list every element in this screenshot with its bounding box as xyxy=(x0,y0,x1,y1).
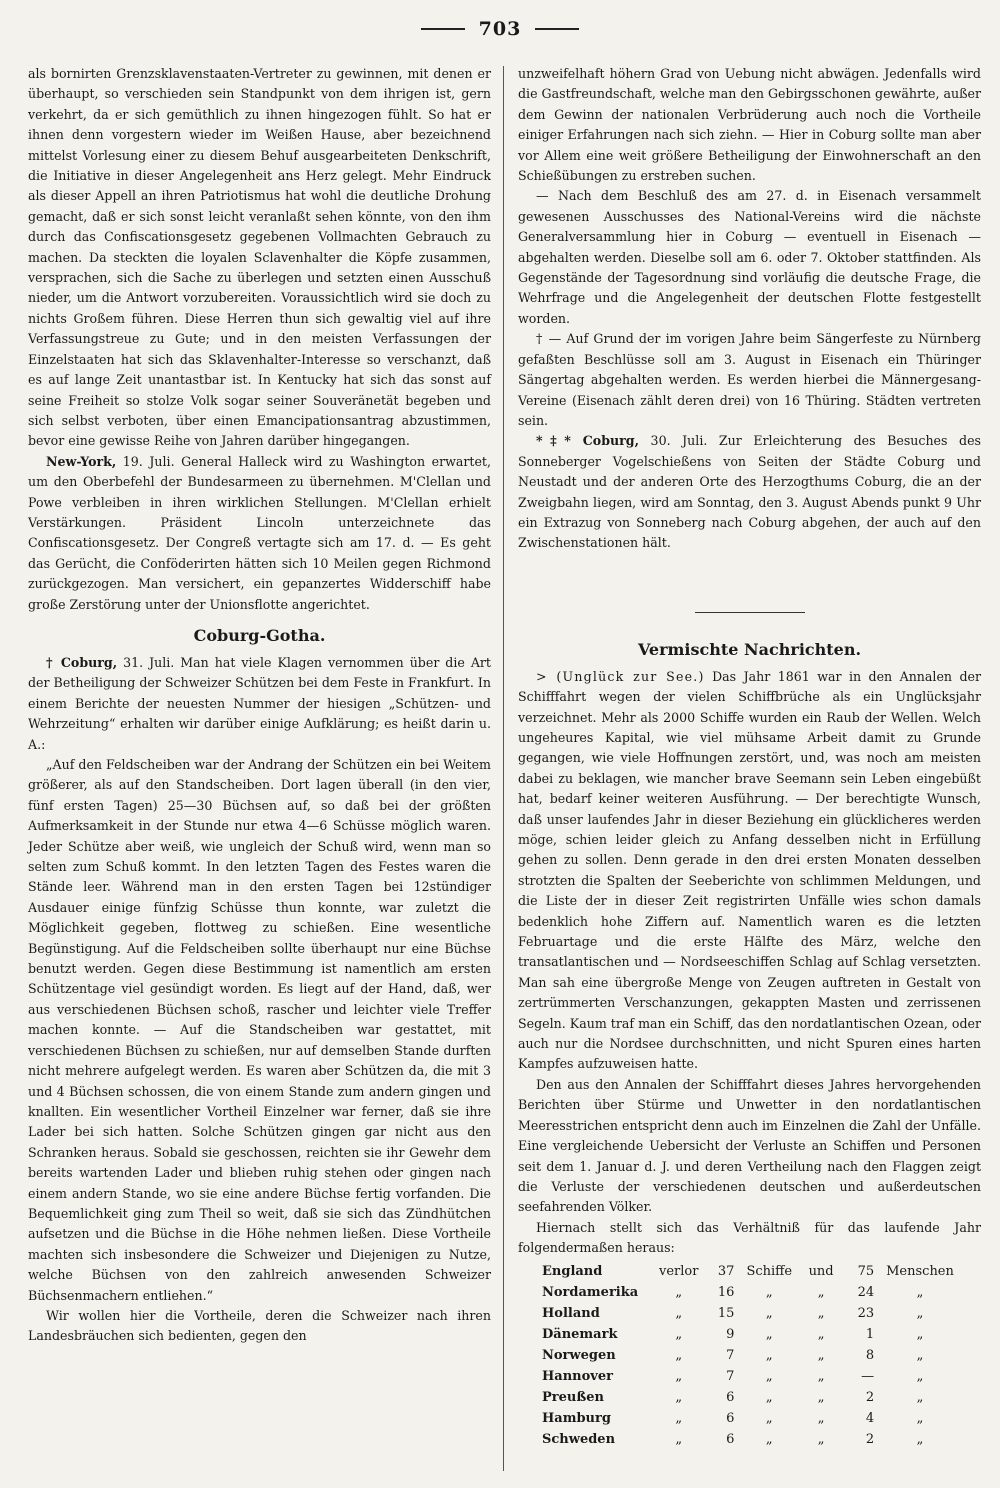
news-item-coburg-extrazug xyxy=(518,431,981,553)
table-cell-c5: „ xyxy=(817,1431,825,1447)
table-row xyxy=(536,1303,960,1324)
table-cell-country: Hamburg xyxy=(542,1410,611,1426)
table-row xyxy=(536,1387,960,1408)
table-cell-c5: „ xyxy=(817,1347,825,1363)
right-column xyxy=(518,64,981,1450)
section-title-coburg-gotha: Coburg-Gotha. xyxy=(193,625,326,645)
table-cell-c4: „ xyxy=(765,1326,773,1342)
table-cell-c4: „ xyxy=(765,1431,773,1447)
table-cell-c2: „ xyxy=(675,1389,683,1405)
table-cell-ships: 6 xyxy=(726,1389,735,1405)
table-cell-c5: „ xyxy=(817,1284,825,1300)
table-cell-country: England xyxy=(542,1263,603,1279)
news-item-new-york xyxy=(28,452,491,615)
table-row xyxy=(536,1408,960,1429)
table-cell-c5: und xyxy=(808,1263,834,1279)
column-divider xyxy=(503,66,504,1471)
ship-loss-table xyxy=(536,1261,960,1450)
table-cell-ships: 6 xyxy=(726,1431,735,1447)
news-text: 30. Juli. Zur Erleichterung des Besuches des Sonneberger Vogelschießens von Seiten der Städte Coburg und Neustadt und der anderen Orte des Herzogthums Coburg, die an der Zweigbahn liegen, wird am Sonntag, den 3. August Abends punkt 9 Uhr ein Extrazug von Sonneberg nach Coburg abgehen, der auch auf den Zwischenstationen hält. xyxy=(518,433,981,551)
table-cell-c2: „ xyxy=(675,1431,683,1447)
table-row xyxy=(536,1429,960,1450)
table-cell-c2: „ xyxy=(675,1284,683,1300)
table-cell-c7: Menschen xyxy=(886,1263,954,1279)
section-title-vermischte-nachrichten: Vermischte Nachrichten. xyxy=(637,639,862,659)
header-rule-right xyxy=(535,28,579,30)
article-paragraph: Wir wollen hier die Vortheile, deren die Schweizer nach ihren Landesbräuchen sich bedienten, gegen den xyxy=(28,1307,491,1344)
news-text: 31. Juli. Man hat viele Klagen vernommen über die Art der Betheiligung der Schweizer Schützen bei dem Feste in Frankfurt. In einem Berichte der neuesten Nummer der hiesigen „Schützen- und Wehrzeitung“ erhalten wir darüber einige Aufklärung; es heißt darin u. A.: xyxy=(28,654,491,752)
dateline: New-York, xyxy=(46,453,117,469)
ship-loss-table-body xyxy=(536,1261,960,1450)
table-cell-c7: „ xyxy=(916,1410,924,1426)
left-column xyxy=(28,64,491,1347)
table-cell-men: 2 xyxy=(865,1431,875,1447)
table-cell-men: 23 xyxy=(857,1305,875,1321)
table-cell-country: Nordamerika xyxy=(542,1284,639,1300)
table-cell-c2: verlor xyxy=(659,1263,699,1279)
table-cell-c2: „ xyxy=(675,1347,683,1363)
table-cell-c4: Schiffe xyxy=(746,1263,793,1279)
article-paragraph: als bornirten Grenzsklavenstaaten-Vertreter zu gewinnen, mit denen er überhaupt, so verschieden sein Standpunkt von dem ihrigen ist, gern verkehrt, da er sich gemüthlich zu ihnen hingezogen fühlt. So hat er ihnen denn vorgestern wieder im Weißen Hause, aber bezeichnend mittelst Vorlesung einer zu diesem Behuf ausgearbeiteten Denkschrift, die Initiative in dieser Angelegenheit ans Herz gelegt. Mehr Eindruck als dieser Appell an ihren Patriotismus hat wohl die deutliche Drohung gemacht, daß er sich sonst leicht veranlaßt sehen könnte, von den ihm durch das Confiscationsgesetz gegebenen Vollmachten Gebrauch zu machen. Da steckten die loyalen Sclavenhalter die Köpfe zusammen, versprachen, sich die Sache zu überlegen und setzten einen Ausschuß nieder, um die Antwort vorzubereiten. Voraussichtlich wird sie doch zu nichts Großem führen. Diese Herren thun sich gewaltig viel auf ihre Verfassungstreue zu Gute; und in den meisten Verfassungen der Einzelstaaten hat sich das Sklavenhalter-Interesse so verschanzt, daß es auf lange Zeit unantastbar ist. In Kentucky hat sich das sonst auf seine Freiheit so stolze Volk sogar seiner Souveränetät begeben und sich selbst verboten, über einen Emancipationsantrag abzustimmen, bevor eine gewisse Reihe von Jahren darüber hingegangen. xyxy=(28,66,491,449)
table-cell-c4: „ xyxy=(765,1410,773,1426)
news-item-saengertag: † — Auf Grund der im vorigen Jahre beim Sängerfeste zu Nürnberg gefaßten Beschlüsse soll am 3. August in Eisenach ein Thüringer Sängertag abgehalten werden. Es werden hierbei die Männergesang-Vereine (Eisenach zählt deren drei) von 16 Thüring. Städten vertreten sein. xyxy=(518,331,981,428)
table-cell-c7: „ xyxy=(916,1389,924,1405)
news-item-unglueck-zur-see xyxy=(518,667,981,1075)
table-cell-country: Schweden xyxy=(542,1431,616,1447)
table-cell-c2: „ xyxy=(675,1326,683,1342)
table-cell-men: 4 xyxy=(865,1410,875,1426)
table-cell-c4: „ xyxy=(765,1347,773,1363)
table-cell-c7: „ xyxy=(916,1305,924,1321)
table-cell-c7: „ xyxy=(916,1326,924,1342)
table-cell-ships: 15 xyxy=(717,1305,735,1321)
table-cell-c7: „ xyxy=(916,1368,924,1384)
table-cell-c2: „ xyxy=(675,1368,683,1384)
table-cell-c4: „ xyxy=(765,1368,773,1384)
table-cell-men: 8 xyxy=(865,1347,875,1363)
table-cell-ships: 6 xyxy=(726,1410,735,1426)
table-cell-ships: 37 xyxy=(717,1263,735,1279)
table-cell-men: 24 xyxy=(857,1284,875,1300)
table-cell-country: Preußen xyxy=(542,1389,604,1405)
table-cell-men: 2 xyxy=(865,1389,875,1405)
table-cell-men: 1 xyxy=(865,1326,875,1342)
dateline: *‡* Coburg, xyxy=(536,433,639,449)
section-separator xyxy=(695,612,805,613)
table-cell-country: Norwegen xyxy=(542,1347,616,1363)
article-paragraph: Hiernach stellt sich das Verhältniß für das laufende Jahr folgendermaßen heraus: xyxy=(518,1219,981,1256)
page-header xyxy=(0,18,1000,40)
table-row xyxy=(536,1345,960,1366)
table-cell-c4: „ xyxy=(765,1305,773,1321)
table-cell-c4: „ xyxy=(765,1389,773,1405)
table-cell-ships: 16 xyxy=(717,1284,735,1300)
news-item-national-verein: — Nach dem Beschluß des am 27. d. in Eisenach versammelt gewesenen Ausschusses des National-Vereins wird die nächste Generalversammlung hier in Coburg — eventuell in Eisenach — abgehalten werden. Dieselbe soll am 6. oder 7. Oktober stattfinden. Als Gegenstände der Tagesordnung sind vorläufig die deutsche Frage, die Wehrfrage und die Angelegenheit der deutschen Flotte festgestellt worden. xyxy=(518,188,981,326)
table-cell-men: — xyxy=(861,1368,875,1384)
table-cell-country: Dänemark xyxy=(542,1326,618,1342)
dateline: † Coburg, xyxy=(46,654,118,670)
table-row xyxy=(536,1324,960,1345)
table-cell-c5: „ xyxy=(817,1410,825,1426)
table-cell-c5: „ xyxy=(817,1305,825,1321)
quoted-report: „Auf den Feldscheiben war der Andrang der Schützen ein bei Weitem größerer, als auf den Standscheiben. Dort lagen überall (in den vier, fünf ersten Tagen) 25—30 Büchsen auf, so daß bei der größten Aufmerksamkeit in der Stunde nur etwa 4—6 Schüsse möglich waren. Jeder Schütze aber weiß, wie ungleich der Schuß wird, wenn man so selten zum Schuß kommt. In den letzten Tagen des Festes waren die Stände leer. Während man in den ersten Tagen bei 12stündiger Ausdauer einige fünfzig Schüsse thun konnte, war zuletzt die Möglichkeit gegeben, flottweg zu schießen. Eine wesentliche Begünstigung. Auf die Feldscheiben sollte überhaupt nur eine Büchse benutzt werden. Gegen diese Bestimmung ist namentlich am ersten Schützentage viel gesündigt worden. Es liegt auf der Hand, daß, wer aus verschiedenen Büchsen schoß, rascher und leichter viele Treffer machen konnte. — Auf die Standscheiben war gestattet, mit verschiedenen Büchsen zu schießen, nur auf demselben Stande durften nicht mehrere aufgelegt werden. Es waren aber Schützen da, die mit 3 und 4 Büchsen schossen, die von einem Stande zum andern gingen und knallten. Ein wesentlicher Vortheil Einzelner war ferner, daß sie ihre Lader bei sich hatten. Solche Schützen gingen gar nicht aus den Schranken heraus. Sobald sie geschossen, reichten sie ihr Gewehr dem bereits wartenden Lader und blieben ruhig stehen oder gingen nach einem andern Stande, wo sie eine andere Büchse fertig vorfanden. Die Bequemlichkeit ging zum Theil so weit, daß sie sich das Zündhütchen aufsetzen und die Büchse in die Höhe nehmen ließen. Diese Vortheile machten sich insbesondere die Schweizer und Diejenigen zu Nutze, welche Büchsen von den zahlreich anwesenden Schweizer Büchsenmachern entliehen.“ xyxy=(28,757,491,1303)
table-cell-ships: 7 xyxy=(726,1368,735,1384)
table-cell-c7: „ xyxy=(916,1284,924,1300)
table-cell-men: 75 xyxy=(857,1263,875,1279)
news-item-coburg xyxy=(28,653,491,755)
table-cell-ships: 9 xyxy=(726,1326,735,1342)
table-cell-country: Holland xyxy=(542,1305,600,1321)
page-number: 703 xyxy=(478,18,522,40)
table-cell-c2: „ xyxy=(675,1305,683,1321)
item-marker: > (Unglück zur See.) xyxy=(536,668,705,684)
table-cell-ships: 7 xyxy=(726,1347,735,1363)
table-cell-c2: „ xyxy=(675,1410,683,1426)
table-cell-c7: „ xyxy=(916,1431,924,1447)
table-row xyxy=(536,1366,960,1387)
article-paragraph: Den aus den Annalen der Schifffahrt dieses Jahres hervorgehenden Berichten über Stürme und Unwetter in den nordatlantischen Meeresstrichen entspricht denn auch im Einzelnen die Zahl der Unfälle. Eine vergleichende Uebersicht der Verluste an Schiffen und Personen seit dem 1. Januar d. J. und deren Vertheilung nach den Flaggen zeigt die Verluste der verschiedenen deutschen und außerdeutschen seefahrenden Völker. xyxy=(518,1076,981,1215)
table-row xyxy=(536,1261,960,1282)
table-row xyxy=(536,1282,960,1303)
news-text: Das Jahr 1861 war in den Annalen der Schifffahrt wegen der vielen Schiffbrüche als ein Unglücksjahr verzeichnet. Mehr als 2000 Schiffe wurden ein Raub der Wellen. Welch ungeheures Kapital, wie viel mühsame Arbeit damit zu Grunde gegangen, wie viele Hoffnungen zerstört, und, was noch am meisten dabei zu beklagen, wie mancher brave Seemann sein Leben eingebüßt hat, bedarf keiner weiteren Ausführung. — Der berechtigte Wunsch, daß unser laufendes Jahr in dieser Beziehung ein glücklicheres werden möge, schien leider gleich zu Anfang desselben nicht in Erfüllung gehen zu sollen. Denn gerade in den drei ersten Monaten desselben strotzten die Spalten der Seeberichte von schlimmen Meldungen, und die Liste der in dieser Zeit registrirten Unfälle wies schon damals bedenklich hohe Ziffern auf. Namentlich waren es die letzten Februartage und die erste Hälfte des März, welche den transatlantischen und — Nordseeschiffen Schlag auf Schlag versetzten. Man sah eine übergroße Menge von Zeugen auftreten in Gestalt von zertrümmerten Verschanzungen, gekappten Masten und zerrissenen Segeln. Kaum traf man ein Schiff, das den nordatlantischen Ozean, oder auch nur die Nordsee durchschnitten, und nicht Spuren eines harten Kampfes aufzuweisen hatte. xyxy=(518,668,981,1072)
news-text: 19. Juli. General Halleck wird zu Washington erwartet, um den Oberbefehl der Bundesarmeen zu übernehmen. M'Clellan und Powe verbleiben in ihren wirklichen Stellungen. M'Clellan erhielt Verstärkungen. Präsident Lincoln unterzeichnete das Confiscationsgesetz. Der Congreß vertagte sich am 17. d. — Es geht das Gerücht, die Conföderirten hätten sich 10 Meilen gegen Richmond zurückgezogen. Man versichert, ein gepanzertes Widderschiff habe große Zerstörung unter der Unionsflotte angerichtet. xyxy=(28,453,491,612)
header-rule-left xyxy=(421,28,465,30)
table-cell-c4: „ xyxy=(765,1284,773,1300)
article-paragraph: unzweifelhaft höhern Grad von Uebung nicht abwägen. Jedenfalls wird die Gastfreundschaft, welche man den Gebirgsschonen gewährte, außer dem Gewinn der nationalen Verbrüderung auch noch die Vortheile einiger Erfahrungen nach sich ziehn. — Hier in Coburg sollte man aber vor Allem eine weit größere Betheiligung der Einwohnerschaft an den Schießübungen zu erstreben suchen. xyxy=(518,66,981,184)
table-cell-c5: „ xyxy=(817,1389,825,1405)
table-cell-c5: „ xyxy=(817,1368,825,1384)
table-cell-c7: „ xyxy=(916,1347,924,1363)
table-cell-c5: „ xyxy=(817,1326,825,1342)
table-cell-country: Hannover xyxy=(542,1368,613,1384)
